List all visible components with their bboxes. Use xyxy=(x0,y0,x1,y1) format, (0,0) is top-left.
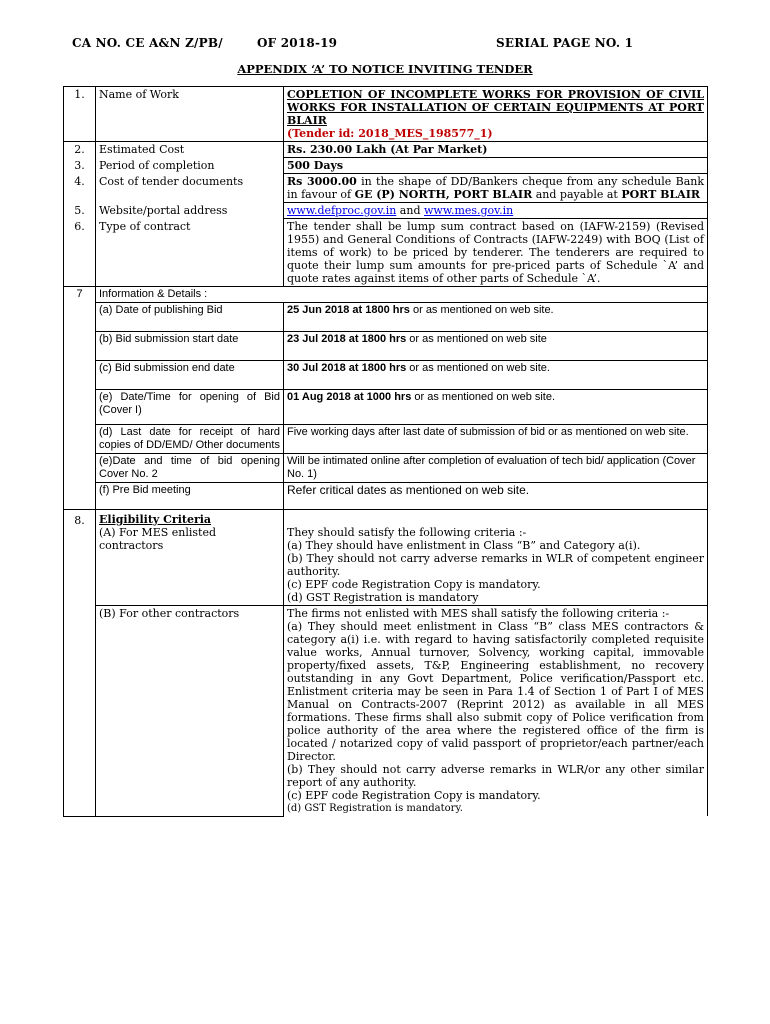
info-value: 01 Aug 2018 at 1000 hrs or as mentioned on web site. xyxy=(284,390,708,425)
info-label: (d) Last date for receipt of hard copies of DD/EMD/ Other documents xyxy=(96,425,284,454)
info-hard-copies-date xyxy=(64,425,708,454)
row-label: Type of contract xyxy=(96,219,284,287)
row-number: 7 xyxy=(64,287,96,303)
row-number: 8. xyxy=(64,510,96,606)
info-publishing-date xyxy=(64,303,708,332)
row-label: Website/portal address xyxy=(96,203,284,219)
row-number: 5. xyxy=(64,203,96,219)
other-contractors-criteria: The firms not enlisted with MES shall satisfy the following criteria :- (a) They should meet enlistment in Class “B” class MES contractors & category a(i) i.e. with regard to having satisfactorily completed requisite value works, Annual turnover, Solvency, working capital, immovable property/fixed assets, T&P, Engineering establishment, no recovery outstanding in any Govt Department, Police verification/Passport etc. Enlistment criteria may be seen in Para 1.4 of Section 1 of Part I of MES Manual on Contracts-2007 (Reprint 2012) as available in all MES formations. These firms shall also submit copy of Police verification from police authority of the area where the registered office of the firm is located / notarized copy of valid passport of proprietor/each partner/each Director. (b) They should not carry adverse remarks in WLR/or any other similar report of any authority. (c) EPF code Registration Copy is mandatory. (d) GST Registration is mandatory. xyxy=(284,606,708,817)
info-opening-cover-2 xyxy=(64,454,708,483)
row-type-of-contract xyxy=(64,219,708,287)
row-other-contractors xyxy=(64,606,708,817)
info-value: Will be intimated online after completion of evaluation of tech bid/ application (Cover No. 1) xyxy=(284,454,708,483)
mes-enlisted-label: (A) For MES enlisted contractors xyxy=(99,526,217,552)
work-name: COPLETION OF INCOMPLETE WORKS FOR PROVISION OF CIVIL WORKS FOR INSTALLATION OF CERTAIN EQUIPMENTS AT PORT BLAIR xyxy=(287,88,704,127)
row-website xyxy=(64,203,708,219)
mes-enlisted-criteria: They should satisfy the following criteria :- (a) They should have enlistment in Class “B” and Category a(i). (b) They should not carry adverse remarks in WLR of competent engineer authority. (c) EPF code Registration Copy is mandatory. (d) GST Registration is mandatory xyxy=(284,510,708,606)
row-number: 4. xyxy=(64,174,96,203)
row-estimated-cost xyxy=(64,142,708,158)
row-value xyxy=(284,87,708,142)
info-opening-cover-1 xyxy=(64,390,708,425)
ca-number: CA NO. CE A&N Z/PB/ xyxy=(72,36,223,50)
info-value: 23 Jul 2018 at 1800 hrs or as mentioned on web site xyxy=(284,332,708,361)
other-contractors-label: (B) For other contractors xyxy=(96,606,284,817)
row-label: Period of completion xyxy=(96,158,284,174)
row-period-of-completion xyxy=(64,158,708,174)
info-value: Five working days after last date of submission of bid or as mentioned on web site. xyxy=(284,425,708,454)
info-label: (c) Bid submission end date xyxy=(96,361,284,390)
info-value: Refer critical dates as mentioned on web site. xyxy=(284,483,708,510)
row-cost-of-tender xyxy=(64,174,708,203)
eligibility-title: Eligibility Criteria xyxy=(99,513,212,526)
row-number: 2. xyxy=(64,142,96,158)
row-value: The tender shall be lump sum contract based on (IAFW-2159) (Revised 1955) and General Conditions of Contracts (IAFW-2249) with BOQ (List of items of work) to be priced by tenderer. The tenderers are required to quote their lump sum amounts for pre-priced parts of Schedule `A’ and quote rates against items of other parts of Schedule `A’. xyxy=(284,219,708,287)
appendix-title: APPENDIX ‘A’ TO NOTICE INVITING TENDER xyxy=(237,62,533,76)
tender-id: (Tender id: 2018_MES_198577_1) xyxy=(287,127,493,140)
row-value: www.defproc.gov.in and www.mes.gov.in xyxy=(284,203,708,219)
info-submission-end xyxy=(64,361,708,390)
row-label: Name of Work xyxy=(96,87,284,142)
row-name-of-work xyxy=(64,87,708,142)
row-eligibility-header xyxy=(64,510,708,606)
info-pre-bid-meeting xyxy=(64,483,708,510)
row-number: 6. xyxy=(64,219,96,287)
defproc-link[interactable]: www.defproc.gov.in xyxy=(287,204,397,217)
info-label: (f) Pre Bid meeting xyxy=(96,483,284,510)
row-value: Rs. 230.00 Lakh (At Par Market) xyxy=(284,142,708,158)
info-label: (e)Date and time of bid opening Cover No. 2 xyxy=(96,454,284,483)
financial-year: OF 2018-19 xyxy=(257,36,338,50)
row-value: Rs 3000.00 in the shape of DD/Bankers cheque from any schedule Bank in favour of GE (P) NORTH, PORT BLAIR and payable at PORT BLAIR xyxy=(284,174,708,203)
row-information-details xyxy=(64,287,708,303)
info-label: (e) Date/Time for opening of Bid (Cover I) xyxy=(96,390,284,425)
row-label: Estimated Cost xyxy=(96,142,284,158)
row-label: Information & Details : xyxy=(96,287,708,303)
row-number: 3. xyxy=(64,158,96,174)
info-label: (a) Date of publishing Bid xyxy=(96,303,284,332)
row-number: 1. xyxy=(64,87,96,142)
info-submission-start xyxy=(64,332,708,361)
mes-link[interactable]: www.mes.gov.in xyxy=(424,204,514,217)
serial-page-number: SERIAL PAGE NO. 1 xyxy=(496,36,634,50)
info-label: (b) Bid submission start date xyxy=(96,332,284,361)
row-value: 500 Days xyxy=(284,158,708,174)
info-value: 30 Jul 2018 at 1800 hrs or as mentioned on web site. xyxy=(284,361,708,390)
tender-table xyxy=(63,86,708,817)
info-value: 25 Jun 2018 at 1800 hrs or as mentioned on web site. xyxy=(284,303,708,332)
row-label: Cost of tender documents xyxy=(96,174,284,203)
